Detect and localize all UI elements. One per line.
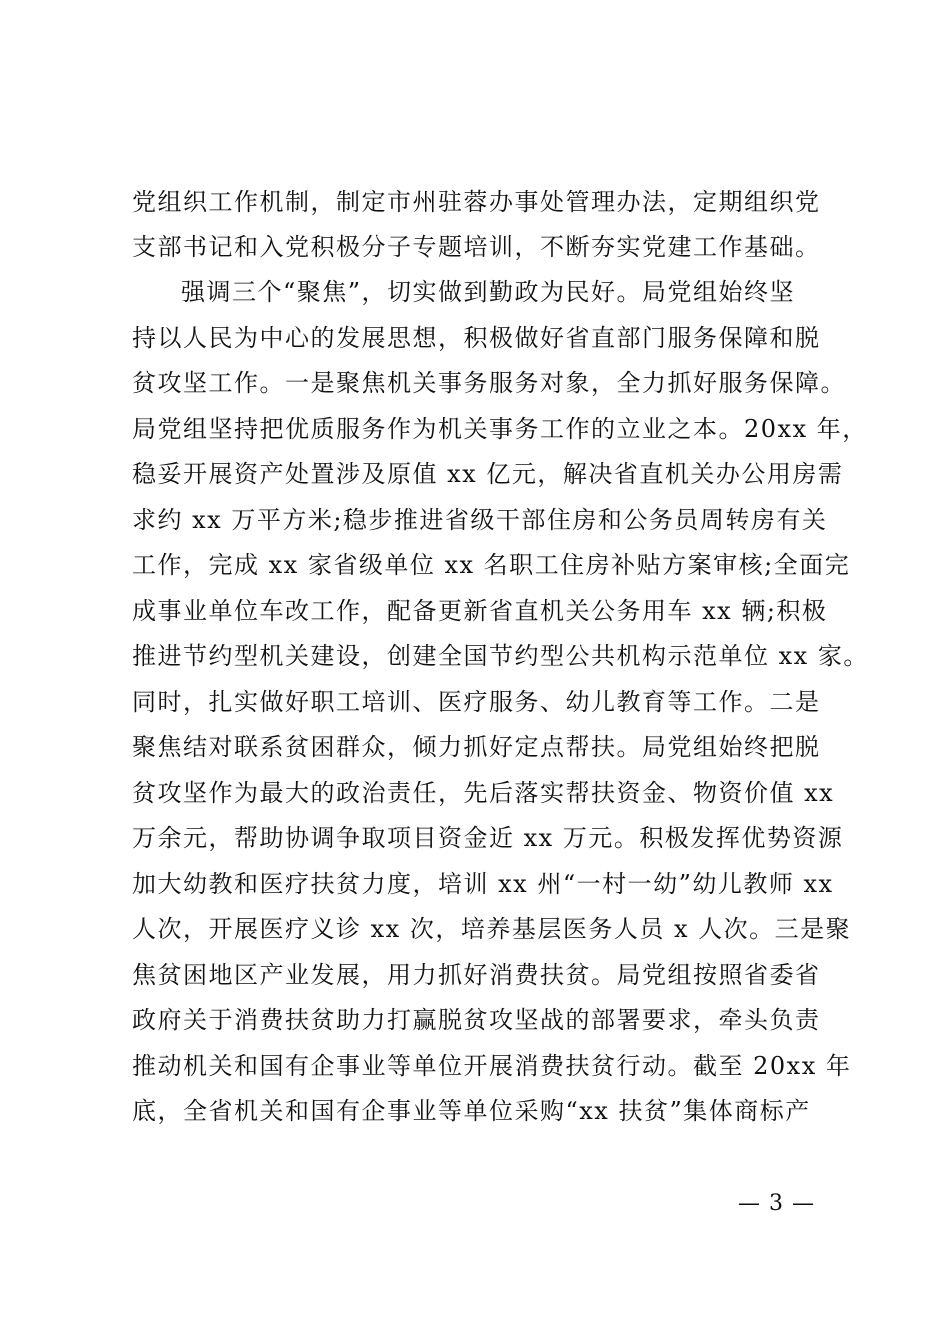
text-line: 持以人民为中心的发展思想，积极做好省直部门服务保障和脱 xyxy=(132,324,821,352)
text-line: 焦贫困地区产业发展，用力抓好消费扶贫。局党组按照省委省 xyxy=(132,961,821,989)
paragraph-start-line: 强调三个“聚焦”，切实做到勤政为民好。局党组始终坚 xyxy=(181,278,796,306)
text-line: 政府关于消费扶贫助力打赢脱贫攻坚战的部署要求，牵头负责 xyxy=(132,1006,821,1034)
text-line: 聚焦结对联系贫困群众，倾力抓好定点帮扶。局党组始终把脱 xyxy=(132,733,821,761)
text-line: 局党组坚持把优质服务作为机关事务工作的立业之本。20xx 年， xyxy=(132,415,868,443)
text-line: 贫攻坚工作。一是聚焦机关事务服务对象，全力抓好服务保障。 xyxy=(132,369,846,397)
text-line: 同时，扎实做好职工培训、医疗服务、幼儿教育等工作。二是 xyxy=(132,688,821,716)
text-line: 工作，完成 xx 家省级单位 xx 名职工住房补贴方案审核;全面完 xyxy=(132,551,851,579)
text-line: 党组织工作机制，制定市州驻蓉办事处管理办法，定期组织党 xyxy=(132,188,821,216)
page-number: — 3 — xyxy=(738,1191,815,1216)
text-line: 支部书记和入党积极分子专题培训，不断夯实党建工作基础。 xyxy=(132,233,821,261)
text-line: 推动机关和国有企事业等单位开展消费扶贫行动。截至 20xx 年 xyxy=(132,1052,852,1080)
text-line: 贫攻坚作为最大的政治责任，先后落实帮扶资金、物资价值 xx xyxy=(132,779,835,807)
text-line: 加大幼教和医疗扶贫力度，培训 xx 州“一村一幼”幼儿教师 xx xyxy=(132,870,834,898)
text-line: 推进节约型机关建设，创建全国节约型公共机构示范单位 xx 家。 xyxy=(132,642,869,670)
text-line: 万余元，帮助协调争取项目资金近 xx 万元。积极发挥优势资源 xyxy=(132,824,844,852)
text-line: 人次，开展医疗义诊 xx 次，培养基层医务人员 x 人次。三是聚 xyxy=(132,915,852,943)
text-line: 底，全省机关和国有企事业等单位采购“xx 扶贫”集体商标产 xyxy=(132,1097,811,1125)
text-line: 稳妥开展资产处置涉及原值 xx 亿元，解决省直机关办公用房需 xyxy=(132,460,844,488)
text-line: 求约 xx 万平方米;稳步推进省级干部住房和公务员周转房有关 xyxy=(132,506,828,534)
text-line: 成事业单位车改工作，配备更新省直机关公务用车 xx 辆;积极 xyxy=(132,597,828,625)
